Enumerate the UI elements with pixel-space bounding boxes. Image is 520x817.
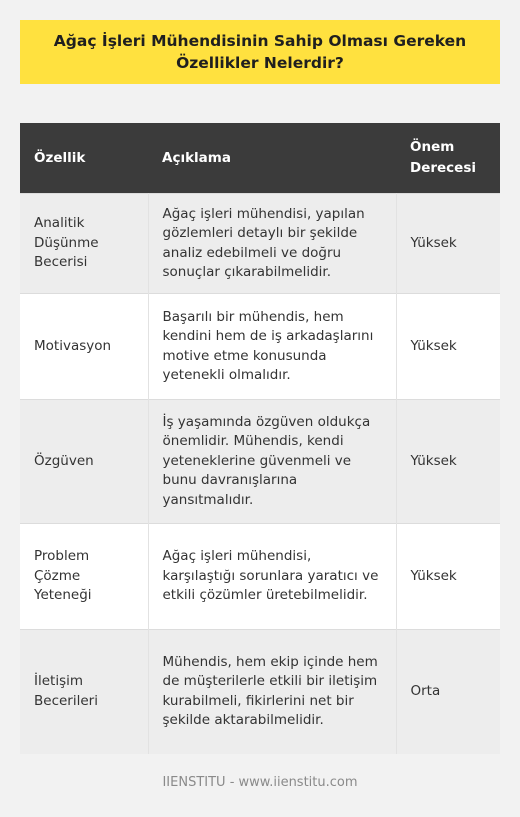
title-banner xyxy=(20,20,500,84)
footer-text: IIENSTITU - www.iienstitu.com xyxy=(162,775,358,790)
table-row xyxy=(20,524,500,630)
table-row xyxy=(20,400,500,524)
feature-cell: Analitik Düşünme Becerisi xyxy=(20,194,148,294)
header-feature: Özellik xyxy=(20,123,148,194)
feature-cell: Motivasyon xyxy=(20,294,148,400)
importance-cell: Yüksek xyxy=(396,524,500,630)
features-table xyxy=(20,123,500,754)
description-cell: Ağaç işleri mühendisi, yapılan gözlemleri detaylı bir şekilde analiz edebilmeli ve doğru sonuçlar çıkarabilmelidir. xyxy=(148,194,396,294)
importance-cell: Orta xyxy=(396,630,500,754)
importance-cell: Yüksek xyxy=(396,294,500,400)
description-cell: Başarılı bir mühendis, hem kendini hem de iş arkadaşlarını motive etme konusunda yetenekli olmalıdır. xyxy=(148,294,396,400)
description-cell: İş yaşamında özgüven oldukça önemlidir. Mühendis, kendi yeteneklerine güvenmeli ve bunu davranışlarına yansıtmalıdır. xyxy=(148,400,396,524)
importance-cell: Yüksek xyxy=(396,400,500,524)
description-cell: Mühendis, hem ekip içinde hem de müşterilerle etkili bir iletişim kurabilmeli, fikirlerini net bir şekilde aktarabilmelidir. xyxy=(148,630,396,754)
feature-cell: Problem Çözme Yeteneği xyxy=(20,524,148,630)
description-cell: Ağaç işleri mühendisi, karşılaştığı sorunlara yaratıcı ve etkili çözümler üretebilmelidir. xyxy=(148,524,396,630)
feature-cell: Özgüven xyxy=(20,400,148,524)
table-header-row xyxy=(20,123,500,194)
table-row xyxy=(20,630,500,754)
table-row xyxy=(20,294,500,400)
header-importance: Önem Derecesi xyxy=(396,123,500,194)
feature-cell: İletişim Becerileri xyxy=(20,630,148,754)
header-description: Açıklama xyxy=(148,123,396,194)
table-row xyxy=(20,194,500,294)
importance-cell: Yüksek xyxy=(396,194,500,294)
page-title: Ağaç İşleri Mühendisinin Sahip Olması Gereken Özellikler Nelerdir? xyxy=(53,32,467,72)
